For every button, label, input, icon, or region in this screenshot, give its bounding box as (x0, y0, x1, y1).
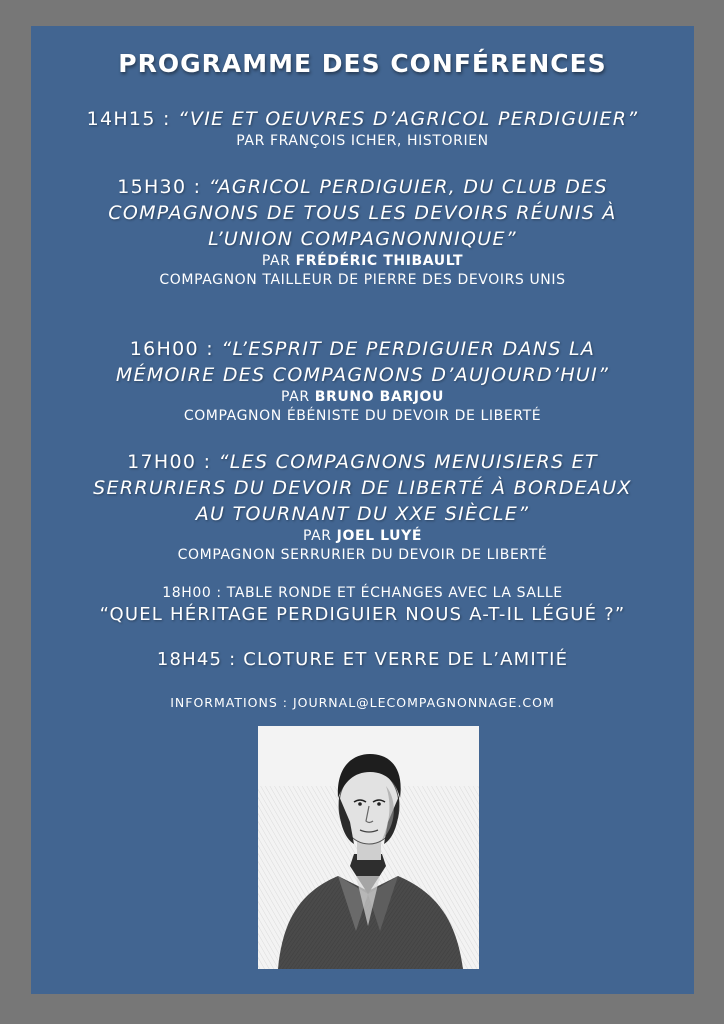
talk-4 (31, 449, 694, 565)
round-table-question: “QUEL HÉRITAGE PERDIGUIER NOUS A-T-IL LÉGUÉ ?” (99, 604, 626, 625)
talk-2-by: PAR (261, 253, 291, 269)
talk-2-title-line-1: “AGRICOL PERDIGUIER, DU CLUB DES (208, 176, 608, 198)
talk-3 (31, 336, 694, 426)
talk-3-speaker-line (31, 388, 694, 407)
closing (31, 648, 694, 672)
round-table-intro: 18H00 : TABLE RONDE ET ÉCHANGES AVEC LA SALLE (162, 585, 563, 601)
talk-2-speaker-line (31, 252, 694, 271)
talk-4-title-line-3: AU TOURNANT DU XXE SIÈCLE” (195, 503, 530, 525)
talk-3-title-line-1: “L’ESPRIT DE PERDIGUIER DANS LA (221, 338, 596, 360)
info-contact: INFORMATIONS : JOURNAL@LECOMPAGNONNAGE.COM (170, 695, 555, 710)
talk-3-by: PAR (281, 389, 310, 405)
talk-4-role: COMPAGNON SERRURIER DU DEVOIR DE LIBERTÉ (177, 547, 548, 563)
talk-1-time: 14H15 : (86, 108, 171, 130)
talk-4-heading (31, 449, 694, 527)
talk-1-title: “VIE ET OEUVRES D’AGRICOL PERDIGUIER” (178, 108, 639, 130)
talk-2-title-line-3: L’UNION COMPAGNONNIQUE” (208, 228, 517, 250)
talk-4-time: 17H00 : (127, 451, 212, 473)
talk-4-title-line-1: “LES COMPAGNONS MENUISIERS ET (218, 451, 598, 473)
closing-text: 18H45 : CLOTURE ET VERRE DE L’AMITIÉ (156, 649, 569, 670)
talk-4-speaker-line (31, 527, 694, 546)
round-table (31, 583, 694, 627)
talk-1-heading (31, 106, 694, 132)
talk-2-time: 15H30 : (117, 176, 202, 198)
portrait-engraving-icon (258, 726, 479, 969)
talk-2-title-line-2: COMPAGNONS DE TOUS LES DEVOIRS RÉUNIS À (108, 202, 617, 224)
talk-3-role: COMPAGNON ÉBÉNISTE DU DEVOIR DE LIBERTÉ (183, 408, 542, 424)
talk-1-speaker-line (31, 132, 694, 151)
talk-2 (31, 174, 694, 290)
talk-3-speaker: BRUNO BARJOU (314, 389, 444, 405)
talk-3-heading (31, 336, 694, 388)
poster (31, 26, 694, 994)
talk-1-speaker: FRANÇOIS ICHER, HISTORIEN (270, 133, 489, 149)
talk-2-heading (31, 174, 694, 252)
talk-3-time: 16H00 : (129, 338, 214, 360)
talk-3-title-line-2: MÉMOIRE DES COMPAGNONS D’AUJOURD’HUI” (115, 364, 610, 386)
talk-1-by: PAR (236, 133, 265, 149)
talk-2-speaker: FRÉDÉRIC THIBAULT (295, 253, 464, 269)
talk-4-by: PAR (302, 528, 332, 544)
talk-2-role: COMPAGNON TAILLEUR DE PIERRE DES DEVOIRS UNIS (159, 272, 566, 288)
talk-4-title-line-2: SERRURIERS DU DEVOIR DE LIBERTÉ À BORDEAUX (93, 477, 632, 499)
talk-4-speaker: JOEL LUYÉ (336, 528, 423, 544)
portrait-svg (258, 726, 479, 969)
info (31, 694, 694, 712)
talk-1 (31, 106, 694, 151)
poster-title: PROGRAMME DES CONFÉRENCES (118, 49, 607, 78)
